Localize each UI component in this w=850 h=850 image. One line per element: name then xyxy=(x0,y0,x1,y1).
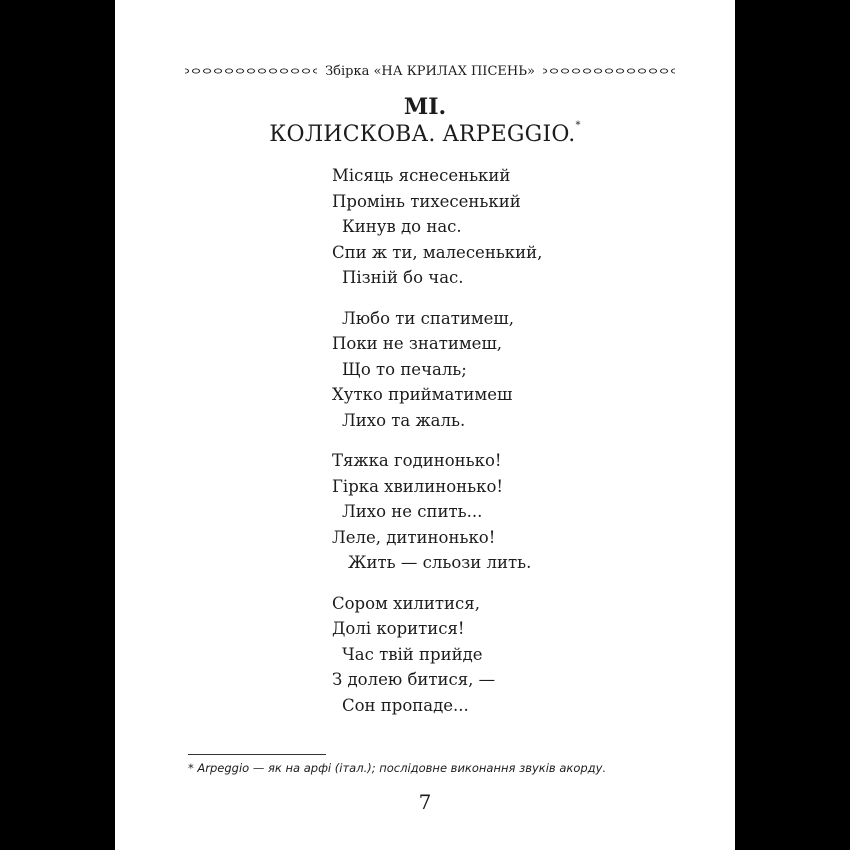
poem-line: Любо ти спатимеш, xyxy=(342,308,515,328)
chain-ornament-right-icon xyxy=(543,67,675,75)
poem-line: Жить — сльози лить. xyxy=(348,553,532,572)
poem-line: Тяжка годинонько! xyxy=(332,451,502,470)
poem-line: З долею битися, — xyxy=(332,670,496,689)
poem-line: Спи ж ти, малесенький, xyxy=(332,242,543,262)
chapter-number: MI. xyxy=(403,94,447,120)
stanza-4 xyxy=(332,591,632,719)
poem-line: Сором хилитися, xyxy=(332,593,480,613)
poem-line: Місяць яснесенький xyxy=(332,166,511,185)
footnote-divider xyxy=(188,754,326,755)
poem-line: Що то печаль; xyxy=(342,359,467,379)
book-page xyxy=(115,0,735,850)
page-number: 7 xyxy=(418,790,432,814)
poem-line: Долі коритися! xyxy=(332,619,465,638)
running-title: Збірка «НА КРИЛАХ ПІСЕНЬ» xyxy=(325,63,535,79)
poem-line: Лихо не спить... xyxy=(342,502,483,521)
chapter-title-text: КОЛИСКОВА. ARPEGGIO. xyxy=(269,122,576,147)
poem-line: Лихо та жаль. xyxy=(342,410,466,430)
poem-line: Кинув до нас. xyxy=(342,217,462,236)
poem-line: Поки не знатимеш, xyxy=(332,334,503,353)
chain-ornament-left-icon xyxy=(185,67,317,75)
poem-line: Пізній бо час. xyxy=(342,268,464,287)
running-header xyxy=(185,60,675,82)
poem-line: Промінь тихесенький xyxy=(332,191,521,211)
stanza-3 xyxy=(332,448,632,576)
poem-line: Сон пропаде... xyxy=(342,695,469,715)
stanza-1 xyxy=(332,163,632,291)
stanza-2 xyxy=(332,306,632,434)
poem-line: Хутко прийматимеш xyxy=(332,385,513,404)
poem-line: Леле, дитинонько! xyxy=(332,527,496,547)
poem-line: Час твій прийде xyxy=(342,644,483,664)
footnote: * Arpeggio — як на арфі (італ.); послідовне виконання звуків акорду. xyxy=(188,761,607,775)
poem-line: Гірка хвилинонько! xyxy=(332,476,504,496)
chapter-title xyxy=(115,122,735,147)
footnote-marker[interactable]: * xyxy=(575,120,581,131)
poem xyxy=(332,163,632,733)
